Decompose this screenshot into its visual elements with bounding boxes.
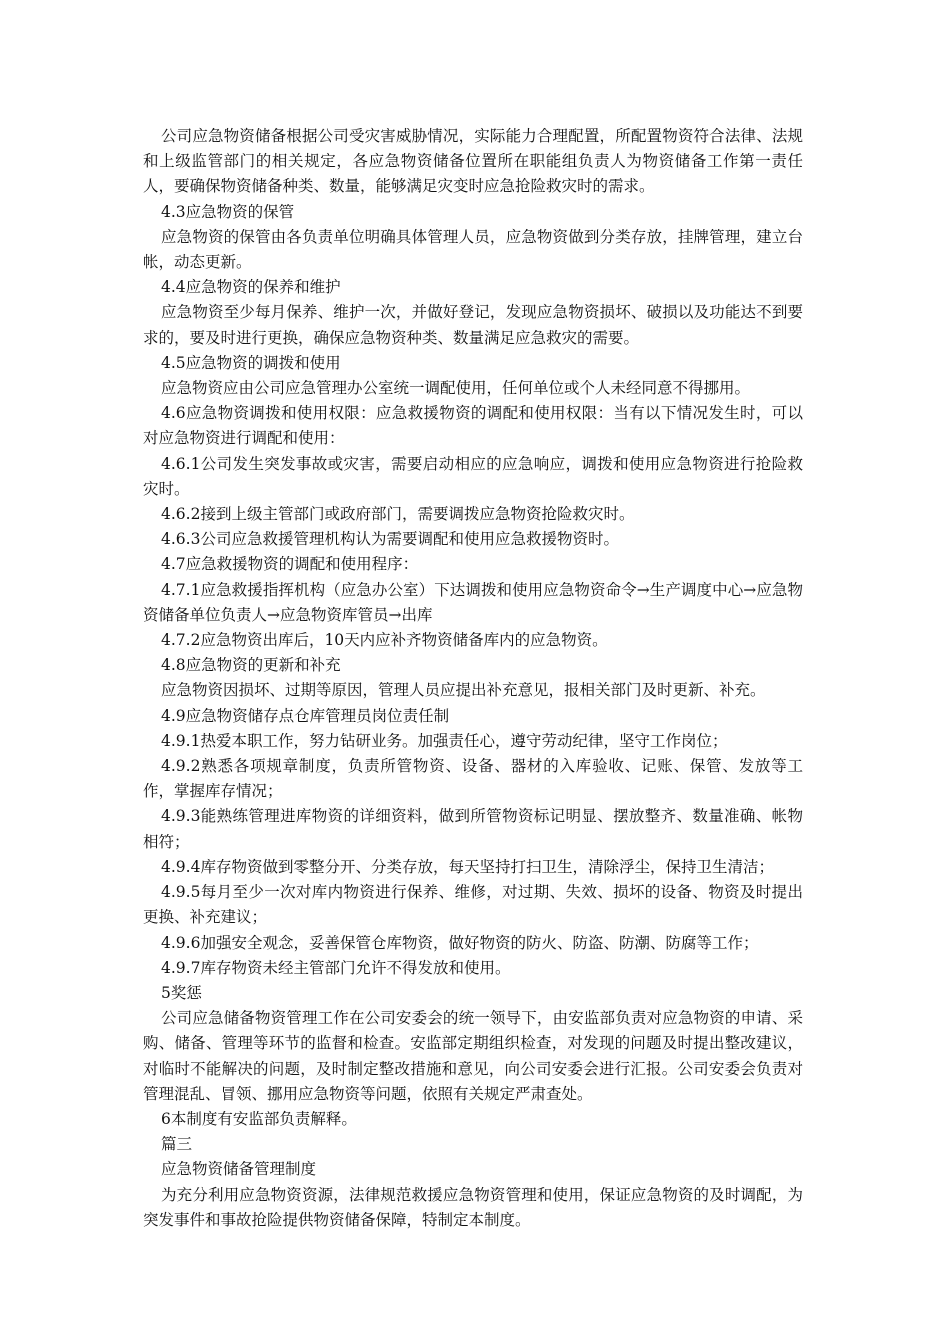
paragraph-4-6-2: 4.6.2接到上级主管部门或政府部门，需要调拨应急物资抢险救灾时。 (161, 505, 635, 524)
paragraph-allocation: 应急物资应由公司应急管理办公室统一调配使用，任何单位或个人未经同意不得挪用。 (161, 379, 751, 398)
paragraph-4-9-3: 4.9.3能熟练管理进库物资的详细资料，做到所管物资标记明显、摆放整齐、数量准确、帐物相符； (143, 807, 803, 851)
heading-4-4: 4.4应急物资的保养和维护 (161, 278, 341, 297)
heading-system-title: 应急物资储备管理制度 (161, 1160, 317, 1179)
paragraph-4-7-2: 4.7.2应急物资出库后，10天内应补齐物资储备库内的应急物资。 (161, 631, 608, 650)
paragraph-4-9-1: 4.9.1热爱本职工作，努力钻研业务。加强责任心，遵守劳动纪律，坚守工作岗位； (161, 731, 728, 750)
paragraph-4-9-4: 4.9.4库存物资做到零整分开、分类存放，每天坚持打扫卫生，清除浮尘，保持卫生清洁； (161, 857, 774, 876)
paragraph-4-9-7: 4.9.7库存物资未经主管部门允许不得发放和使用。 (161, 958, 511, 977)
paragraph-rewards-penalties: 公司应急储备物资管理工作在公司安委会的统一领导下，由安监部负责对应急物资的申请、采购、储备、管理等环节的监督和检查。安监部定期组织检查，对发现的问题及时提出整改建议，对临时不能解决的问题，及时制定整改措施和意见，向公司安委会进行汇报。公司安委会负责对管理混乱、冒领、挪用应急物资等问题，依照有关规定严肃查处。 (143, 1009, 803, 1103)
heading-4-7: 4.7应急救援物资的调配和使用程序： (161, 555, 419, 574)
paragraph-4-6: 4.6应急物资调拨和使用权限：应急救援物资的调配和使用权限：当有以下情况发生时，可以对应急物资进行调配和使用： (143, 404, 803, 448)
paragraph-4-6-3: 4.6.3公司应急救援管理机构认为需要调配和使用应急救援物资时。 (161, 530, 619, 549)
paragraph-4-6-1: 4.6.1公司发生突发事故或灾害，需要启动相应的应急响应，调拨和使用应急物资进行抢险救灾时。 (143, 454, 803, 498)
paragraph-storage: 应急物资的保管由各负责单位明确具体管理人员，应急物资做到分类存放，挂牌管理，建立台帐，动态更新。 (143, 227, 803, 272)
paragraph-4-9-5: 4.9.5每月至少一次对库内物资进行保养、维修，对过期、失效、损坏的设备、物资及时提出更换、补充建议； (143, 883, 803, 927)
document-page (143, 124, 803, 1233)
paragraph-4-9-6: 4.9.6加强安全观念，妥善保管仓库物资，做好物资的防火、防盗、防潮、防腐等工作； (161, 933, 759, 952)
paragraph-6-interpretation: 6本制度有安监部负责解释。 (161, 1109, 357, 1128)
heading-4-3: 4.3应急物资的保管 (161, 202, 295, 221)
heading-part-three: 篇三 (161, 1135, 193, 1154)
heading-4-5: 4.5应急物资的调拨和使用 (161, 353, 341, 372)
heading-4-9: 4.9应急物资储存点仓库管理员岗位责任制 (161, 706, 450, 725)
paragraph-maintenance: 应急物资至少每月保养、维护一次，并做好登记，发现应急物资损坏、破损以及功能达不到要求的，要及时进行更换，确保应急物资种类、数量满足应急救灾的需要。 (143, 303, 803, 347)
paragraph-reserve-config: 公司应急物资储备根据公司受灾害威胁情况，实际能力合理配置，所配置物资符合法律、法规和上级监管部门的相关规定，各应急物资储备位置所在职能组负责人为物资储备工作第一责任人，要确保物资储备种类、数量，能够满足灾变时应急抢险救灾时的需求。 (143, 127, 803, 196)
paragraph-4-9-2: 4.9.2熟悉各项规章制度，负责所管物资、设备、器材的入库验收、记账、保管、发放等工作，掌握库存情况； (143, 757, 803, 801)
paragraph-replenish: 应急物资因损坏、过期等原因，管理人员应提出补充意见，报相关部门及时更新、补充。 (161, 681, 766, 700)
heading-5: 5奖惩 (161, 983, 202, 1002)
paragraph-4-7-1: 4.7.1应急救援指挥机构（应急办公室）下达调拨和使用应急物资命令→生产调度中心→应急物资储备单位负责人→应急物资库管员→出库 (143, 580, 803, 624)
paragraph-purpose: 为充分利用应急物资资源，法律规范救援应急物资管理和使用，保证应急物资的及时调配，为突发事件和事故抢险提供物资储备保障，特制定本制度。 (143, 1185, 803, 1229)
heading-4-8: 4.8应急物资的更新和补充 (161, 656, 341, 675)
